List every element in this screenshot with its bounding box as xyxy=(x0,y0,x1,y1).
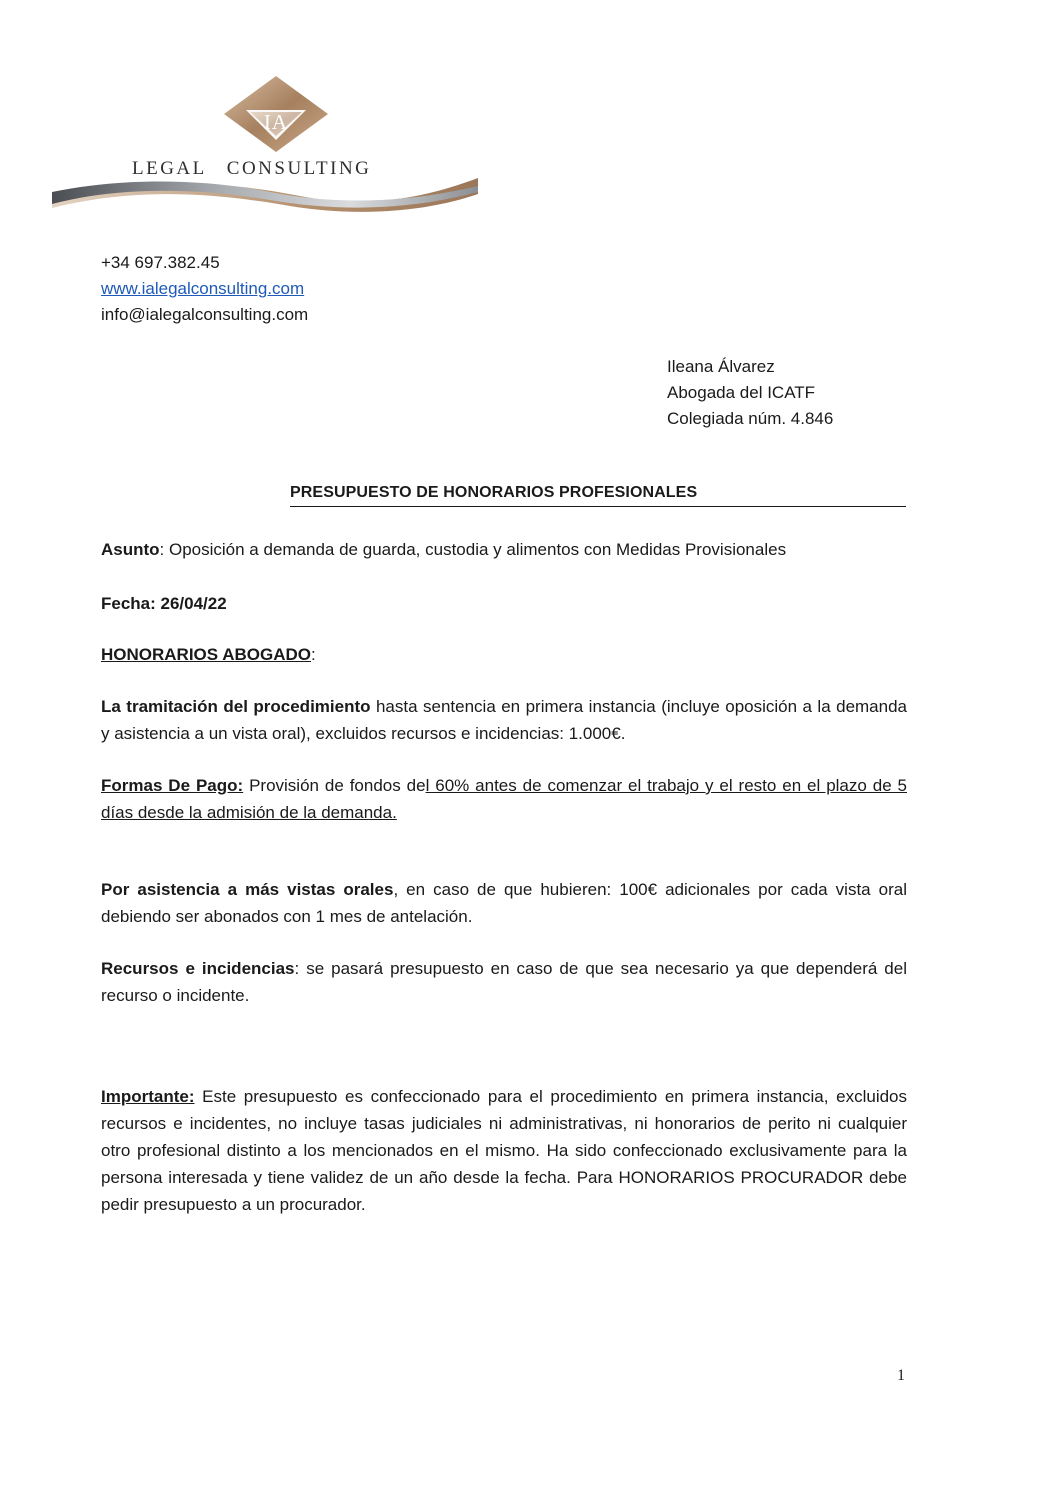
contact-block xyxy=(101,250,308,328)
asunto-text: : Oposición a demanda de guarda, custodia y alimentos con Medidas Provisionales xyxy=(159,540,787,559)
document-title: PRESUPUESTO DE HONORARIOS PROFESIONALES xyxy=(290,484,906,507)
importante-label: Importante: xyxy=(101,1087,195,1106)
honorarios-heading: HONORARIOS ABOGADO: xyxy=(101,645,316,664)
fecha-text: Fecha: 26/04/22 xyxy=(101,594,227,613)
logo-monogram: IA xyxy=(263,110,289,134)
contact-phone: +34 697.382.45 xyxy=(101,253,220,272)
tramitacion-paragraph xyxy=(101,693,907,747)
recursos-paragraph xyxy=(101,955,907,1009)
tramitacion-bold: La tramitación del procedimiento xyxy=(101,697,371,716)
asistencia-bold: Por asistencia a más vistas orales xyxy=(101,880,394,899)
asistencia-paragraph xyxy=(101,876,907,930)
formas-pago-paragraph xyxy=(101,772,907,826)
lawyer-block xyxy=(667,354,833,432)
company-logo xyxy=(50,74,480,220)
page-number: 1 xyxy=(897,1367,905,1384)
recursos-text: : se pasará presupuesto en caso de que sea necesario ya que dependerá del recurso o incidente. xyxy=(101,959,907,1005)
importante-paragraph xyxy=(101,1083,907,1218)
asistencia-text: , en caso de que hubieren: 100€ adicionales por cada vista oral debiendo ser abonados con 1 mes de antelación. xyxy=(101,880,907,926)
contact-email: info@ialegalconsulting.com xyxy=(101,305,309,324)
lawyer-name: Ileana Álvarez xyxy=(667,357,775,376)
formas-pago-underlined: l 60% antes de comenzar el trabajo y el resto en el plazo de 5 días desde la admisión de la demanda. xyxy=(101,776,907,822)
lawyer-role: Abogada del ICATF xyxy=(667,383,816,402)
honorarios-label: HONORARIOS ABOGADO xyxy=(101,645,311,664)
recursos-bold: Recursos e incidencias xyxy=(101,959,295,978)
tramitacion-text: hasta sentencia en primera instancia (incluye oposición a la demanda y asistencia a un vista oral), excluidos recursos e incidencias: 1.000€. xyxy=(101,697,907,743)
fecha-paragraph xyxy=(101,590,907,617)
lawyer-registration: Colegiada núm. 4.846 xyxy=(667,409,834,428)
formas-pago-label: Formas De Pago: xyxy=(101,776,244,795)
formas-pago-text: Provisión de fondos de xyxy=(243,776,426,795)
asunto-label: Asunto xyxy=(101,540,160,559)
importante-text: Este presupuesto es confeccionado para el procedimiento en primera instancia, excluidos recursos e incidentes, no incluye tasas judiciales ni administrativas, ni honorarios de perito ni cualquier otro profesional distinto a los mencionados en el mismo. Ha sido confeccionado exclusivamente para la persona interesada y tiene validez de un año desde la fecha. Para HONORARIOS PROCURADOR debe pedir presupuesto a un procurador. xyxy=(101,1087,907,1214)
contact-website-link[interactable]: www.ialegalconsulting.com xyxy=(101,279,305,298)
asunto-paragraph xyxy=(101,536,907,563)
logo-wordmark: LEGAL CONSULTING xyxy=(132,158,372,179)
